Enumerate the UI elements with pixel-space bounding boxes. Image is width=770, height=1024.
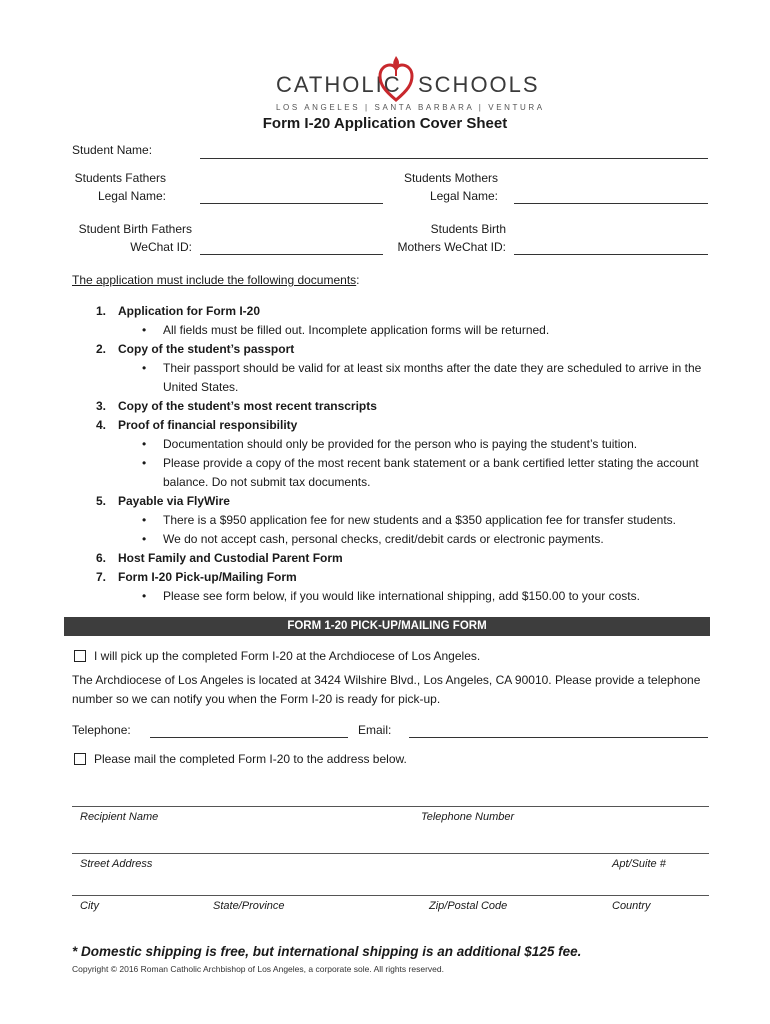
street-label: Street Address bbox=[80, 858, 153, 870]
document-heading: Payable via FlyWire bbox=[118, 494, 230, 508]
document-requirement: • Please provide a copy of the most recent bank statement or a bank certified letter stating the account balance. Do not submit tax documents. bbox=[118, 454, 732, 492]
logo-left-word: CATHOLIC bbox=[276, 72, 402, 97]
document-requirement: • We do not accept cash, personal checks, credit/debit cards or electronic payments. bbox=[118, 530, 732, 549]
mother-name-label: Students Mothers Legal Name: bbox=[403, 171, 498, 203]
document-number: 5. bbox=[96, 494, 107, 508]
father-name-field[interactable] bbox=[200, 203, 383, 204]
telephone-field[interactable] bbox=[150, 737, 348, 738]
state-label: State/Province bbox=[213, 900, 285, 912]
document-number: 6. bbox=[96, 551, 107, 565]
document-number: 7. bbox=[96, 570, 107, 584]
email-label: Email: bbox=[358, 723, 392, 737]
document-item bbox=[72, 492, 732, 549]
telephone-label: Telephone: bbox=[72, 723, 131, 737]
student-name-field[interactable] bbox=[200, 158, 708, 159]
document-requirement: • There is a $950 application fee for new students and a $350 application fee for transfer students. bbox=[118, 511, 732, 530]
copyright: Copyright © 2016 Roman Catholic Archbishop of Los Angeles, a corporate sole. All rights reserved. bbox=[72, 964, 444, 974]
document-heading: Copy of the student’s most recent transcripts bbox=[118, 399, 377, 413]
recipient-line[interactable] bbox=[72, 806, 709, 807]
logo-subtitle: LOS ANGELES | SANTA BARBARA | VENTURA bbox=[276, 103, 545, 112]
document-number: 2. bbox=[96, 342, 107, 356]
city-line[interactable] bbox=[72, 895, 709, 896]
logo-right-word: SCHOOLS bbox=[418, 72, 540, 97]
country-label: Country bbox=[612, 900, 651, 912]
apt-label: Apt/Suite # bbox=[612, 858, 666, 870]
documents-list bbox=[72, 302, 732, 606]
document-heading: Application for Form I-20 bbox=[118, 304, 261, 318]
heart-flame-icon bbox=[378, 54, 414, 102]
pickup-option bbox=[74, 647, 480, 665]
document-item bbox=[72, 416, 732, 492]
document-number: 1. bbox=[96, 304, 107, 318]
document-item bbox=[72, 549, 732, 568]
document-requirement: • All fields must be filled out. Incomplete application forms will be returned. bbox=[118, 321, 732, 340]
page-title: Form I-20 Application Cover Sheet bbox=[262, 115, 508, 132]
pickup-form-header: FORM 1-20 PICK-UP/MAILING FORM bbox=[64, 617, 710, 636]
document-number: 4. bbox=[96, 418, 107, 432]
document-heading: Host Family and Custodial Parent Form bbox=[118, 551, 343, 565]
shipping-note: * Domestic shipping is free, but international shipping is an additional $125 fee. bbox=[72, 944, 582, 959]
document-heading: Form I-20 Pick-up/Mailing Form bbox=[118, 570, 297, 584]
logo bbox=[0, 40, 770, 115]
father-name-label: Students Fathers Legal Name: bbox=[74, 171, 166, 203]
document-heading: Proof of financial responsibility bbox=[118, 418, 298, 432]
document-item bbox=[72, 397, 732, 416]
zip-label: Zip/Postal Code bbox=[429, 900, 508, 912]
mail-option-label: Please mail the completed Form I-20 to the address below. bbox=[94, 752, 407, 766]
telephone-number-label: Telephone Number bbox=[421, 811, 515, 823]
student-name-label: Student Name: bbox=[72, 143, 153, 157]
document-item bbox=[72, 340, 732, 397]
email-field[interactable] bbox=[409, 737, 708, 738]
mother-wechat-label: Students Birth Mothers WeChat ID: bbox=[397, 222, 506, 254]
street-line[interactable] bbox=[72, 853, 709, 854]
document-heading: Copy of the student’s passport bbox=[118, 342, 295, 356]
recipient-label: Recipient Name bbox=[80, 811, 159, 823]
documents-heading: The application must include the following documents: bbox=[72, 273, 360, 287]
mother-wechat-field[interactable] bbox=[514, 254, 708, 255]
document-requirement: • Documentation should only be provided for the person who is paying the student’s tuition. bbox=[118, 435, 732, 454]
father-wechat-field[interactable] bbox=[200, 254, 383, 255]
document-requirement: • Their passport should be valid for at least six months after the date they are scheduled to arrive in the United States. bbox=[118, 359, 732, 397]
pickup-option-label: I will pick up the completed Form I-20 at the Archdiocese of Los Angeles. bbox=[94, 649, 481, 663]
mother-name-field[interactable] bbox=[514, 203, 708, 204]
city-label: City bbox=[80, 900, 99, 912]
mail-checkbox[interactable] bbox=[74, 753, 86, 765]
pickup-checkbox[interactable] bbox=[74, 650, 86, 662]
document-item bbox=[72, 302, 732, 340]
document-number: 3. bbox=[96, 399, 107, 413]
document-item bbox=[72, 568, 732, 606]
document-requirement: • Please see form below, if you would like international shipping, add $150.00 to your costs. bbox=[118, 587, 732, 606]
father-wechat-label: Student Birth Fathers WeChat ID: bbox=[78, 222, 192, 254]
pickup-paragraph: The Archdiocese of Los Angeles is located at 3424 Wilshire Blvd., Los Angeles, CA 90010. Please provide a telephone number so we can notify you when the Form I-20 is ready for pick-up. bbox=[72, 673, 701, 706]
mail-option bbox=[74, 750, 407, 768]
